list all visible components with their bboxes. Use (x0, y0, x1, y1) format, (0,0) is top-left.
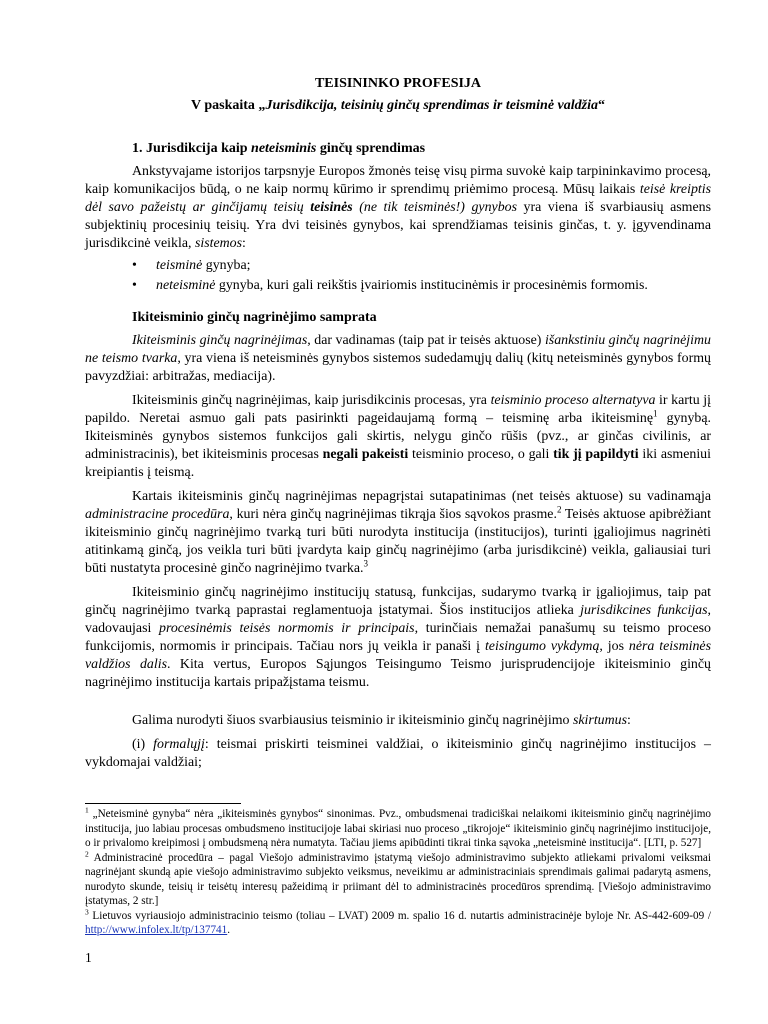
footnote-ref-3[interactable]: 3 (363, 558, 369, 569)
section-heading-concept: Ikiteisminio ginčų nagrinėjimo samprata (132, 310, 377, 325)
spacer (85, 692, 711, 708)
paragraph-alternative: Ikiteisminis ginčų nagrinėjimas, kaip jurisdikcinis procesas, yra teisminio proceso alternatyva ir kartu jį papildo. Neretai asmuo gali pats pasirinkti pageidaujamą formą – teisminę arba ikiteisminę$^1$ gynybą. Ikiteisminės gynybos sistemos funkcijos gali skirtis, nelygu ginčo rūšis (pvz., ar ginčas civilinis, ar administracinis), bet ikiteisminis procesas negali pakeisti teisminio proceso, o gali tik jį papildyti iki asmeniui kreipiantis į teismą. (85, 393, 712, 480)
infolex-link[interactable]: http://www.infolex.lt/tp/137741 (85, 924, 228, 936)
footnote-ref-1[interactable]: 1 (653, 408, 658, 419)
paragraph-history: Ankstyvajame istorijos tarpsnyje Europos žmonės teisę visų pirma suvokė kaip tarpininkavimo procesą, kaip komunikacijos būdą, o ne kaip normų kūrimo ir sprendimų priėmimo procesą. Mūsų laikais teisė kreiptis dėl savo pažeistų ar ginčijamų teisių teisinės (ne tik teisminės!) gynybos yra viena iš svarbiausių asmens subjektinių procesinių teisių. Yra dvi teisinės gynybos, kai sprendžiamas teisinis ginčas, t. y. įgyvendinama jurisdikcinė veikla, sistemos: (85, 164, 712, 251)
footnotes (85, 807, 711, 938)
footnote-1: $^1$ „Neteisminė gynyba“ nėra „ikiteisminės gynybos“ sinonimas. Pvz., ombudsmenai tradiciškai nelaikomi ikiteisminio ginčų nagrinėjimo institucija, juo labiau procesas ombudsmeno institucijoje labai skiriasi nuo proceso „tikrojoje“ ikiteisminio ginčų nagrinėjimo institucijoje, o ir privalomo kreipimosi į ombudsmeną nėra numatyta. Tačiau jiems apibūdinti tikrai tinka sąvoka „neteisminė institucija“. [LTI, p. 527] (85, 805, 711, 849)
list-item: • teisminė gynyba; (132, 258, 251, 273)
section-heading-jurisdiction: 1. Jurisdikcija kaip neteisminis ginčų sprendimas (132, 141, 426, 156)
footnote-separator (85, 803, 241, 804)
footnote-3: $^3$ Lietuvos vyriausiojo administracinio teismo (toliau – LVAT) 2009 m. spalio 16 d. nutartis administracinėje byloje Nr. AS-442-609-09 / http://www.infolex.lt/tp/137741. (85, 906, 711, 936)
page-number: 1 (85, 950, 92, 965)
paragraph-institutions: Ikiteisminio ginčų nagrinėjimo institucijų statusą, funkcijas, sudarymo tvarką ir įgaliojimus, taip pat ginčų nagrinėjimo tvarką paprastai reglamentuoja įstatymai. Šios institucijos atlieka jurisdikcines funkcijas, vadovaujasi procesinėmis teisės normomis ir principais, turinčiais nemažai panašumų su teismo proceso funkcijomis, normomis ir principais. Tačiau nors jų veikla ir panaši į teisingumo vykdymą, jos nėra teisminės valdžios dalis. Kita vertus, Europos Sąjungos Teisingumo Teismo jurisprudencijoje ikiteisminio ginčų nagrinėjimo institucija kartais pripažįstama teismu. (85, 585, 711, 690)
list-item: • neteisminė gynyba, kuri gali reikštis įvairiomis institucinėmis ir procesinėmis formomis. (132, 278, 648, 293)
document-title: TEISININKO PROFESIJA (314, 76, 482, 91)
paragraph-definition: Ikiteisminis ginčų nagrinėjimas, dar vadinamas (taip pat ir teisės aktuose) išankstiniu ginčų nagrinėjimu ne teismo tvarka, yra viena iš neteisminės gynybos sistemos sudedamųjų dalių (kitų neteisminės gynybos formų pavyzdžiai: arbitražas, mediacija). (85, 333, 711, 384)
paragraph-formal: (i) formalųjį: teismai priskirti teisminei valdžiai, o ikiteisminio ginčų nagrinėjimo institucijos – vykdomajai valdžiai; (85, 737, 711, 770)
gynyba-list (132, 257, 711, 295)
footnote-2: $^2$ Administracinė procedūra – pagal Viešojo administravimo įstatymą viešojo administravimo subjekto atliekami privalomi veiksmai nagrinėjant skundą apie viešojo administravimo subjekto veiksmus, neveikimu ar administraciniais sprendimais galimai padarytą asmens, nurodyto skunde, teisių ir teisėtų interesų pažeidimą ir priimant dėl to administracinės procedūros sprendimą. [Viešojo administravimo įstatymas, 2 str.] (85, 848, 711, 907)
paragraph-procedure: Kartais ikiteisminis ginčų nagrinėjimas nepagrįstai sutapatinimas (net teisės aktuose) su vadinamąja administracine procedūra, kuri nėra ginčų nagrinėjimas tikrąja šios sąvokos prasme.$^2$ Teisės aktuose apibrėžiant ikiteisminio ginčų nagrinėjimo tvarką turi būti nurodyta institucija (institucijos), turinti įgaliojimus nagrinėti atitinkamą ginčą, jos veikla turi būti įvardyta kaip ginčų nagrinėjimo (arba jurisdikcinė) veikla, galiausiai turi būti nustatyta procesinė ginčo nagrinėjimo tvarka.$^3$ (85, 489, 711, 576)
document-body (85, 74, 711, 772)
bullet-icon: • (132, 278, 137, 293)
document-subtitle: V paskaita „Jurisdikcija, teisinių ginčų sprendimas ir teisminė valdžia“ (191, 98, 605, 113)
bullet-icon: • (132, 258, 137, 273)
footnote-ref-2[interactable]: 2 (556, 504, 562, 515)
paragraph-differences: Galima nurodyti šiuos svarbiausius teisminio ir ikiteisminio ginčų nagrinėjimo skirtumus: (132, 713, 631, 728)
